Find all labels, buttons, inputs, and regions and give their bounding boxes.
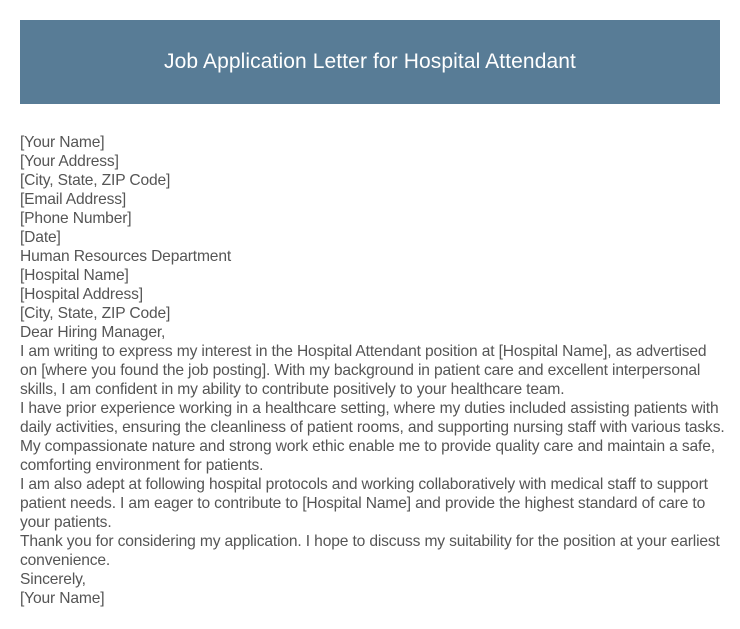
sender-city-state-zip: [City, State, ZIP Code] <box>20 172 171 189</box>
sender-phone: [Phone Number] <box>20 210 132 227</box>
sender-name: [Your Name] <box>20 134 105 151</box>
paragraph-skills: I am also adept at following hospital protocols and working collaboratively with medical staff to support patient needs. I am eager to contribute to [Hospital Name] and provide the highest standard of care to your patients. <box>20 476 708 531</box>
recipient-block <box>20 247 725 323</box>
recipient-hospital-address: [Hospital Address] <box>20 286 143 303</box>
recipient-hospital-name: [Hospital Name] <box>20 267 129 284</box>
paragraph-intro: I am writing to express my interest in the Hospital Attendant position at [Hospital Name], as advertised on [where you found the job posting]. With my background in patient care and excellent interpersonal skills, I am confident in my ability to contribute positively to your healthcare team. <box>20 343 707 398</box>
sender-address: [Your Address] <box>20 153 119 170</box>
closing: Sincerely, <box>20 571 86 588</box>
recipient-city-state-zip: [City, State, ZIP Code] <box>20 305 171 322</box>
paragraph-closing: Thank you for considering my application. I hope to discuss my suitability for the position at your earliest convenience. <box>20 533 720 569</box>
title-banner <box>20 20 720 104</box>
letter-body <box>20 133 725 608</box>
sender-block <box>20 133 725 247</box>
recipient-department: Human Resources Department <box>20 248 232 265</box>
salutation: Dear Hiring Manager, <box>20 324 166 341</box>
sender-email: [Email Address] <box>20 191 127 208</box>
signature: [Your Name] <box>20 590 105 607</box>
page-title: Job Application Letter for Hospital Attendant <box>164 50 576 73</box>
letter-date: [Date] <box>20 229 61 246</box>
paragraph-experience: I have prior experience working in a healthcare setting, where my duties included assisting patients with daily activities, ensuring the cleanliness of patient rooms, and supporting nursing staff with various tasks. My compassionate nature and strong work ethic enable me to provide quality care and maintain a safe, comforting environment for patients. <box>20 400 725 474</box>
